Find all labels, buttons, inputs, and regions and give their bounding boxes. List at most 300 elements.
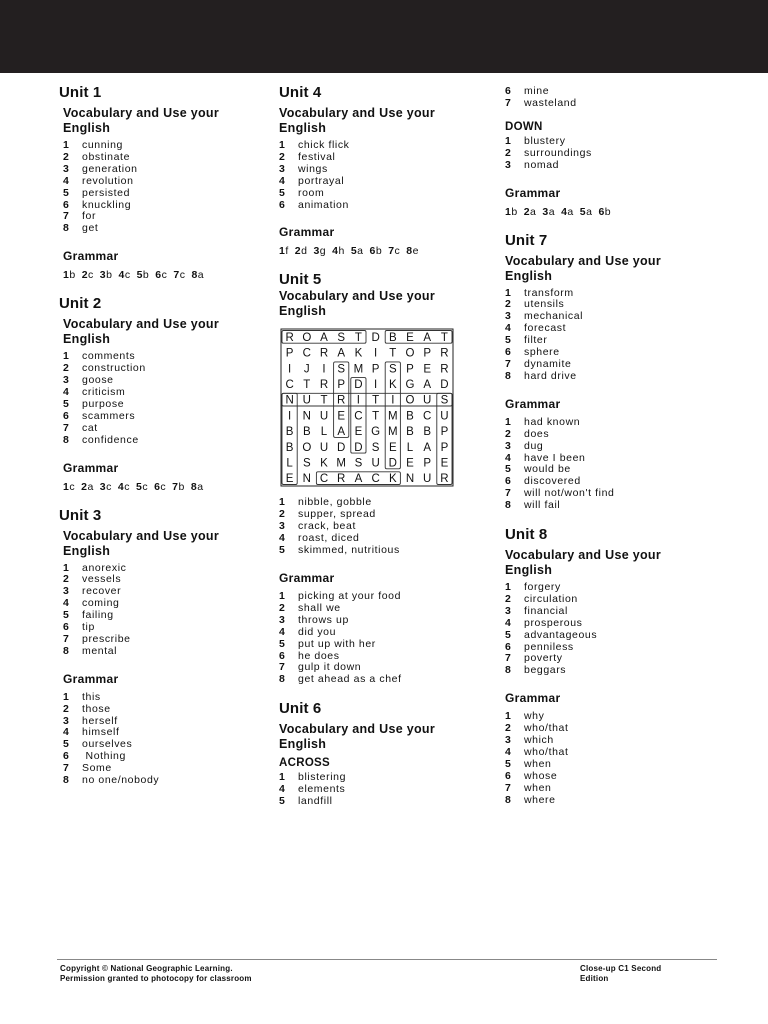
grid-letter: B: [285, 426, 294, 439]
item-number: 7: [63, 210, 70, 223]
item-number: 1: [63, 690, 70, 703]
item-answer: no one/nobody: [82, 774, 160, 787]
unit-5-vocab-heading: Vocabulary and Use your English: [279, 289, 436, 319]
answer-number: 1: [63, 480, 70, 493]
item-number: 4: [279, 625, 286, 638]
item-number: 5: [63, 186, 70, 199]
item-number: 3: [279, 520, 286, 533]
item-answer: chick flick: [298, 139, 350, 151]
answer-letter: c: [69, 480, 76, 493]
item-answer: why: [524, 710, 545, 723]
unit-6-grammar-heading: Grammar: [505, 185, 561, 200]
list-item: [63, 411, 259, 423]
answer-number: 1: [505, 205, 512, 218]
grammar-answer: [173, 269, 185, 281]
item-answer: ourselves: [82, 738, 133, 751]
grid-letter: S: [388, 363, 397, 376]
grid-letter: C: [371, 473, 380, 486]
answer-letter: b: [511, 205, 518, 218]
item-number: 1: [505, 415, 512, 428]
grid-letter: D: [337, 442, 346, 455]
item-answer: picking at your food: [298, 589, 402, 602]
item-number: 2: [279, 150, 286, 163]
grammar-answer: [561, 206, 574, 218]
item-answer: financial: [524, 604, 568, 617]
unit-3-grammar-heading: Grammar: [63, 671, 119, 686]
unit-1-vocab-heading: Vocabulary and Use your English: [63, 106, 220, 135]
item-answer: obstinate: [82, 150, 131, 163]
item-answer: purpose: [82, 397, 125, 410]
answer-number: 7: [173, 269, 180, 282]
grid-letter: R: [337, 473, 346, 486]
grid-letter: P: [423, 457, 432, 470]
grid-letter: C: [302, 347, 311, 360]
grid-letter: U: [302, 395, 311, 408]
unit-6-grammar-answers: [505, 206, 705, 218]
grid-letter: U: [440, 410, 449, 423]
item-answer: mine: [524, 85, 550, 97]
item-answer: room: [298, 186, 325, 199]
answer-number: 5: [579, 205, 587, 218]
item-answer: dug: [524, 439, 544, 452]
answer-number: 3: [99, 480, 107, 493]
item-number: 4: [63, 597, 70, 610]
item-answer: advantageous: [524, 628, 598, 641]
item-number: 4: [505, 616, 512, 629]
unit-2-vocab-list: [63, 351, 259, 446]
unit-6-title: Unit 6: [279, 700, 322, 718]
answer-letter: a: [548, 205, 556, 218]
answer-letter: b: [106, 269, 113, 282]
list-item: [505, 606, 705, 618]
grid-letter: C: [285, 379, 294, 392]
item-answer: who/that: [524, 722, 569, 735]
grid-letter: L: [320, 426, 328, 439]
item-number: 5: [505, 334, 512, 347]
item-answer: beggars: [524, 664, 567, 677]
grammar-answer: [351, 245, 364, 257]
item-number: 3: [63, 162, 70, 175]
item-number: 4: [63, 385, 70, 398]
grid-letter: O: [405, 347, 415, 360]
item-answer: penniless: [524, 640, 574, 653]
grid-letter: I: [322, 363, 326, 376]
unit-1-grammar-answers: [63, 269, 259, 281]
grid-letter: U: [319, 410, 329, 423]
item-answer: goose: [82, 374, 114, 387]
answer-number: 7: [388, 245, 395, 258]
grid-letter: A: [423, 379, 432, 392]
list-item: [279, 200, 479, 212]
header-bar: [0, 0, 768, 73]
grammar-answer: [505, 206, 518, 218]
item-answer: blistering: [298, 771, 347, 784]
grammar-answer: [154, 481, 166, 493]
item-number: 2: [505, 427, 512, 440]
item-answer: forecast: [524, 322, 567, 335]
item-answer: mechanical: [524, 310, 584, 323]
edition-label: [580, 964, 700, 984]
answer-letter: b: [69, 269, 76, 282]
item-number: 1: [63, 561, 70, 574]
item-answer: prosperous: [524, 616, 583, 629]
item-answer: revolution: [82, 174, 134, 187]
grid-letter: R: [440, 347, 449, 360]
answer-letter: c: [88, 269, 94, 282]
answer-number: 2: [81, 269, 89, 282]
grid-letter: K: [388, 379, 397, 392]
item-answer: sphere: [524, 346, 560, 359]
item-answer: supper, spread: [298, 508, 376, 521]
grid-letter: S: [337, 332, 346, 345]
item-answer: animation: [298, 198, 349, 211]
grid-letter: G: [371, 426, 381, 439]
list-item: [505, 771, 705, 783]
item-number: 1: [63, 350, 70, 363]
item-number: 3: [63, 585, 70, 598]
item-number: 3: [505, 734, 512, 747]
item-number: 2: [63, 702, 70, 715]
grid-letter: B: [423, 426, 432, 439]
list-item: [279, 545, 479, 557]
item-answer: elements: [298, 783, 346, 796]
grammar-answer: [580, 206, 593, 218]
grammar-answer: [136, 481, 148, 493]
list-item: [63, 704, 259, 716]
item-answer: criticism: [82, 385, 126, 398]
grid-letter: A: [423, 332, 432, 345]
grid-letter: K: [354, 347, 363, 360]
answer-letter: c: [179, 269, 186, 282]
item-number: 5: [505, 463, 512, 476]
answer-number: 1: [63, 269, 70, 282]
item-answer: filter: [524, 334, 548, 347]
grid-letter: J: [303, 363, 310, 376]
item-number: 2: [63, 362, 70, 375]
item-number: 3: [63, 714, 70, 727]
item-answer: does: [524, 427, 550, 440]
item-number: 7: [505, 781, 512, 794]
item-number: 7: [505, 96, 512, 109]
item-answer: would be: [524, 463, 571, 476]
item-number: 2: [63, 150, 70, 163]
grid-letter: A: [337, 426, 346, 439]
grid-letter: P: [337, 379, 346, 392]
grid-letter: A: [423, 442, 432, 455]
answer-letter: a: [357, 245, 364, 258]
unit-5-grammar-heading: Grammar: [279, 570, 335, 585]
answer-number: 3: [542, 205, 549, 218]
grid-letter: B: [406, 426, 414, 439]
found-word-box: [282, 394, 297, 485]
grid-letter: O: [302, 442, 312, 455]
grid-letter: D: [354, 379, 363, 392]
item-number: 8: [63, 222, 70, 235]
list-item: [279, 164, 479, 176]
grid-letter: K: [320, 457, 328, 470]
list-item: [505, 136, 705, 148]
item-answer: recover: [82, 585, 122, 598]
grid-letter: C: [423, 410, 432, 423]
grammar-answer: [63, 481, 75, 493]
item-answer: Nothing: [82, 750, 126, 763]
item-number: 1: [279, 139, 286, 151]
item-answer: had known: [524, 415, 581, 428]
answer-number: 6: [155, 269, 162, 282]
grid-letter: N: [302, 410, 311, 423]
item-answer: vessels: [82, 573, 122, 586]
unit-1-grammar-heading: Grammar: [63, 249, 119, 264]
unit-3-vocab-list: [63, 563, 259, 658]
item-answer: tip: [82, 621, 95, 634]
item-answer: mental: [82, 644, 118, 657]
grammar-answer: [542, 206, 555, 218]
item-number: 5: [279, 637, 286, 650]
item-number: 3: [505, 158, 512, 171]
grid-letter: E: [285, 473, 294, 486]
unit-8-title: Unit 8: [505, 526, 548, 544]
item-number: 2: [505, 146, 512, 159]
answer-number: 4: [332, 245, 339, 258]
item-answer: when: [524, 781, 552, 794]
list-item: [505, 160, 705, 172]
grid-letter: M: [388, 410, 398, 423]
unit-8-grammar-heading: Grammar: [505, 691, 561, 706]
item-answer: blustery: [524, 134, 566, 147]
item-number: 1: [279, 589, 286, 602]
unit-7-grammar-heading: Grammar: [505, 396, 561, 411]
unit-8-grammar-list: [505, 711, 705, 806]
item-answer: will fail: [524, 499, 561, 512]
list-item: [63, 775, 259, 787]
item-number: 8: [505, 369, 512, 382]
item-number: 5: [279, 186, 286, 199]
item-answer: comments: [82, 350, 136, 363]
grid-letter: M: [353, 363, 364, 376]
item-answer: roast, diced: [298, 532, 360, 545]
grid-letter: O: [302, 332, 312, 345]
item-number: 8: [63, 433, 70, 446]
list-item: [279, 176, 479, 188]
grammar-answer: [100, 481, 112, 493]
list-item: [63, 646, 259, 658]
footer-divider: [57, 959, 717, 960]
item-answer: gulp it down: [298, 661, 362, 674]
answer-letter: a: [197, 480, 204, 493]
grid-letter: R: [440, 363, 449, 376]
list-item: [279, 188, 479, 200]
grid-letter: R: [440, 473, 449, 486]
grid-letter: M: [336, 457, 346, 470]
answer-letter: a: [197, 269, 205, 282]
item-number: 2: [505, 592, 512, 605]
item-answer: have I been: [524, 451, 586, 464]
grammar-answer: [332, 245, 345, 257]
item-answer: utensils: [524, 298, 565, 311]
unit-3-grammar-list: [63, 692, 259, 787]
column-1: [59, 84, 259, 787]
grid-letter: U: [371, 457, 380, 470]
grid-letter: O: [405, 395, 415, 408]
grid-letter: L: [406, 442, 414, 455]
answer-letter: c: [124, 480, 130, 493]
item-number: 8: [279, 673, 286, 686]
answer-number: 6: [598, 205, 605, 218]
answer-letter: a: [586, 205, 593, 218]
grid-letter: P: [406, 363, 414, 376]
grammar-answer: [81, 481, 94, 493]
item-answer: Some: [82, 762, 112, 775]
grammar-answer: [82, 269, 94, 281]
answer-number: 4: [118, 269, 125, 282]
answer-letter: c: [161, 269, 168, 282]
item-answer: scammers: [82, 409, 136, 422]
item-number: 8: [63, 644, 70, 657]
list-item: [505, 98, 705, 110]
unit-6-down-heading: DOWN: [505, 120, 543, 133]
item-number: 1: [505, 710, 512, 723]
item-answer: generation: [82, 162, 138, 175]
unit-6-across-list-part2: [505, 86, 705, 110]
item-number: 5: [505, 757, 512, 770]
item-answer: he does: [298, 649, 340, 662]
list-item: [279, 627, 479, 639]
grammar-answer: [370, 245, 383, 257]
word-search-svg: [277, 325, 457, 491]
list-item: [505, 417, 705, 429]
item-number: 4: [63, 174, 70, 187]
answer-letter: a: [530, 205, 537, 218]
list-item: [279, 674, 479, 686]
item-number: 4: [279, 783, 286, 796]
item-answer: anorexic: [82, 561, 127, 574]
item-number: 5: [279, 795, 286, 808]
answer-number: 5: [136, 269, 143, 282]
answer-letter: c: [106, 480, 112, 493]
unit-5-title: Unit 5: [279, 271, 322, 289]
list-item: [505, 618, 705, 630]
unit-7-vocab-heading: Vocabulary and Use your English: [505, 253, 662, 283]
item-answer: those: [82, 702, 111, 715]
item-number: 3: [505, 310, 512, 323]
item-number: 1: [63, 139, 70, 151]
grid-letter: D: [440, 379, 449, 392]
grid-letter: R: [319, 347, 329, 360]
answer-number: 8: [191, 269, 198, 282]
grid-letter: N: [302, 473, 311, 486]
grid-letter: A: [337, 347, 346, 360]
item-answer: knuckling: [82, 198, 132, 211]
item-number: 6: [63, 198, 70, 211]
list-item: [63, 399, 259, 411]
grid-letter: T: [440, 332, 448, 345]
item-number: 5: [63, 738, 70, 751]
unit-4-grammar-answers: [279, 245, 479, 257]
list-item: [505, 500, 705, 512]
grid-letter: S: [371, 442, 380, 455]
item-answer: throws up: [298, 613, 349, 626]
grid-letter: S: [440, 395, 449, 408]
item-number: 8: [63, 774, 70, 787]
list-item: [505, 665, 705, 677]
grid-letter: U: [423, 473, 432, 486]
grid-letter: P: [371, 363, 380, 376]
item-number: 8: [505, 499, 512, 512]
item-answer: coming: [82, 597, 120, 610]
item-number: 2: [279, 508, 286, 521]
unit-6-across-list-part1: [279, 772, 479, 808]
found-word-box: [437, 394, 452, 485]
item-number: 1: [279, 496, 286, 509]
item-number: 7: [63, 762, 70, 775]
answer-number: 2: [523, 205, 531, 218]
item-answer: landfill: [298, 795, 333, 808]
answer-number: 1: [279, 245, 286, 258]
unit-7-vocab-list: [505, 288, 705, 383]
item-number: 4: [505, 746, 512, 758]
grammar-answer: [598, 206, 611, 218]
grid-letter: P: [440, 442, 449, 455]
list-item: [279, 603, 479, 615]
item-answer: which: [524, 734, 554, 747]
answer-letter: c: [142, 480, 149, 493]
item-answer: transform: [524, 286, 574, 299]
grid-letter: T: [372, 410, 380, 423]
list-item: [279, 796, 479, 808]
item-number: 3: [279, 162, 286, 175]
item-number: 8: [505, 664, 512, 677]
grid-letter: T: [372, 395, 380, 408]
grid-letter: C: [354, 410, 363, 423]
answer-letter: b: [375, 245, 383, 258]
list-item: [505, 783, 705, 795]
item-number: 6: [63, 621, 70, 634]
answer-number: 2: [294, 245, 302, 258]
grammar-answer: [191, 269, 204, 281]
list-item: [505, 441, 705, 453]
list-item: [63, 176, 259, 188]
grammar-answer: [406, 245, 419, 257]
item-answer: construction: [82, 362, 146, 375]
answer-letter: f: [285, 245, 289, 258]
item-number: 6: [63, 750, 70, 763]
item-answer: skimmed, nutritious: [298, 544, 400, 557]
list-item: [279, 615, 479, 627]
item-answer: forgery: [524, 581, 561, 594]
item-number: 7: [505, 652, 512, 665]
item-number: 6: [505, 85, 512, 97]
grid-letter: D: [354, 442, 363, 455]
grid-letter: P: [285, 347, 294, 360]
item-number: 6: [505, 475, 512, 488]
item-answer: hard drive: [524, 369, 577, 382]
item-answer: whose: [524, 769, 558, 782]
list-item: [505, 429, 705, 441]
answer-number: 4: [117, 480, 125, 493]
item-number: 3: [505, 439, 512, 452]
grid-letter: E: [354, 426, 363, 439]
item-number: 7: [505, 357, 512, 370]
copyright-notice: [60, 964, 252, 984]
list-item: [63, 188, 259, 200]
item-number: 5: [505, 628, 512, 641]
unit-6-across-heading: ACROSS: [279, 757, 331, 770]
grid-letter: K: [388, 473, 397, 486]
item-answer: discovered: [524, 475, 581, 488]
answer-letter: a: [567, 205, 574, 218]
list-item: [63, 164, 259, 176]
item-answer: confidence: [82, 433, 139, 446]
